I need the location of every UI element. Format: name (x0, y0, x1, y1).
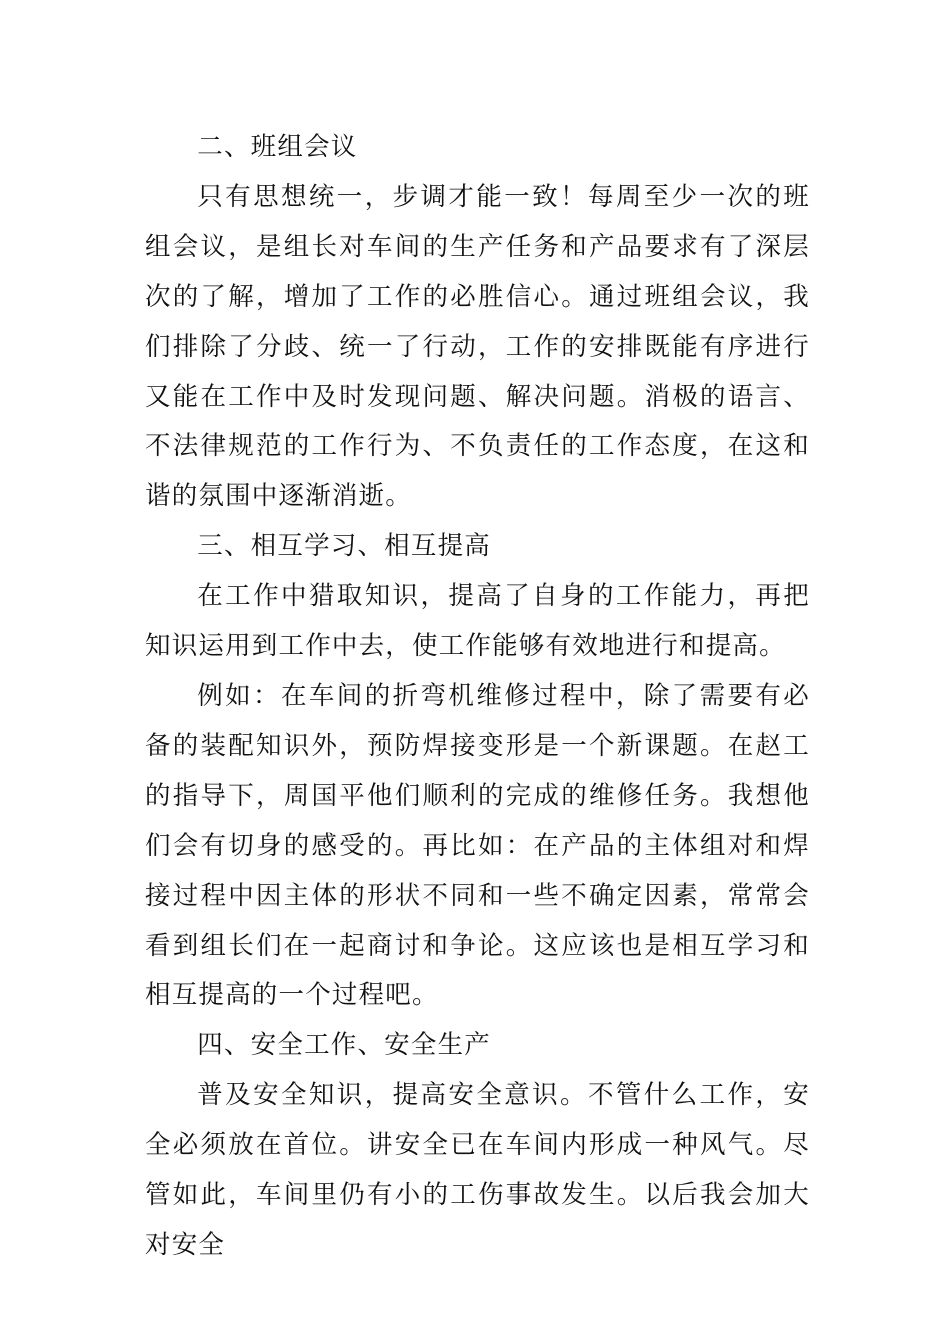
section-heading-safety: 四、安全工作、安全生产 (197, 1030, 491, 1061)
section-heading-team-meeting: 二、班组会议 (197, 132, 358, 162)
section-heading-mutual-learning: 三、相互学习、相互提高 (197, 531, 491, 562)
paragraph-team-meeting: 只有思想统一，步调才能一致！每周至少一次的班组会议，是组长对车间的生产任务和产品要求有了深层次的了解，增加了工作的必胜信心。通过班组会议，我们排除了分歧、统一了行动，工作的安排既能有序进行又能在工作中及时发现问题、解决问题。消极的语言、不法律规范的工作行为、不负责任的工作态度，在这和谐的氛围中逐渐消逝。 (145, 181, 810, 512)
document-body (145, 123, 810, 1271)
paragraph-mutual-learning-intro: 在工作中猎取知识，提高了自身的工作能力，再把知识运用到工作中去，使工作能够有效地进行和提高。 (145, 581, 810, 662)
paragraph-mutual-learning-example: 例如：在车间的折弯机维修过程中，除了需要有必备的装配知识外，预防焊接变形是一个新课题。在赵工的指导下，周国平他们顺利的完成的维修任务。我想他们会有切身的感受的。再比如：在产品的主体组对和焊接过程中因主体的形状不同和一些不确定因素，常常会看到组长们在一起商讨和争论。这应该也是相互学习和相互提高的一个过程吧。 (145, 680, 810, 1011)
paragraph-safety: 普及安全知识，提高安全意识。不管什么工作，安全必须放在首位。讲安全已在车间内形成一种风气。尽管如此，车间里仍有小的工伤事故发生。以后我会加大对安全 (145, 1080, 810, 1260)
